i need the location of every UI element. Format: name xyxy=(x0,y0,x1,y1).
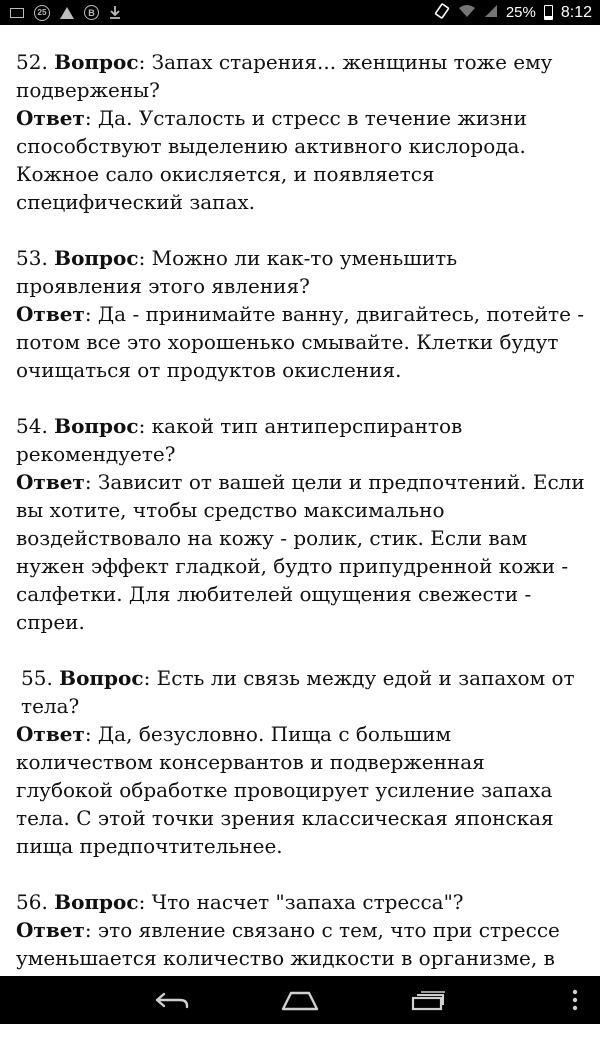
question-number: 53. xyxy=(16,246,48,270)
home-button[interactable] xyxy=(270,984,330,1016)
overflow-menu-button[interactable] xyxy=(560,984,590,1016)
answer xyxy=(16,104,586,216)
qa-item xyxy=(16,48,586,216)
question-text: : Можно ли как-то уменьшить проявления этого явления? xyxy=(16,246,458,298)
recent-apps-button[interactable] xyxy=(398,984,458,1016)
question-number: 52. xyxy=(16,50,48,74)
answer xyxy=(16,720,586,860)
back-icon xyxy=(154,990,190,1010)
answer-label: Ответ xyxy=(16,722,85,746)
home-icon xyxy=(281,989,319,1011)
question-text: : какой тип антиперспирантов рекомендуете? xyxy=(16,414,463,466)
battery-percent: 25% xyxy=(505,4,536,21)
question xyxy=(16,244,586,300)
system-icons xyxy=(434,0,592,25)
question xyxy=(16,888,586,916)
question-number: 56. xyxy=(16,890,48,914)
b-icon: B xyxy=(84,5,99,20)
answer-label: Ответ xyxy=(16,470,85,494)
answer-label: Ответ xyxy=(16,918,85,942)
answer xyxy=(16,468,586,636)
question-label: Вопрос xyxy=(59,666,144,690)
warning-icon xyxy=(60,7,74,19)
question xyxy=(16,412,586,468)
download-icon xyxy=(109,5,121,21)
notification-icons xyxy=(10,0,121,25)
qa-item xyxy=(16,664,586,860)
question-text: : Запах старения... женщины тоже ему подвержены? xyxy=(16,50,553,102)
back-button[interactable] xyxy=(142,984,202,1016)
question-label: Вопрос xyxy=(54,50,139,74)
answer-text: : это явление связано с тем, что при стрессе уменьшается количество жидкости в организме, в xyxy=(16,918,560,970)
answer-text: : Да. Усталость и стресс в течение жизни способствуют выделению активного кислорода. Кожное сало окисляется, и появляется специфический запах. xyxy=(16,106,527,214)
signal-icon xyxy=(484,4,498,22)
qa-item xyxy=(16,244,586,384)
answer-text: : Да - принимайте ванну, двигайтесь, потейте - потом все это хорошенько смывайте. Клетки будут очищаться от продуктов окисления. xyxy=(16,302,585,382)
article-content xyxy=(16,48,586,1056)
clock: 8:12 xyxy=(560,3,592,21)
battery-icon xyxy=(544,5,553,20)
badge-icon: 25 xyxy=(34,5,50,21)
wifi-icon xyxy=(458,4,476,22)
answer-label: Ответ xyxy=(16,302,85,326)
answer-label: Ответ xyxy=(16,106,85,130)
question-number: 54. xyxy=(16,414,48,438)
recent-apps-icon xyxy=(410,989,446,1011)
question xyxy=(16,48,586,104)
answer-text: : Да, безусловно. Пища с большим количеством консервантов и подверженная глубокой обработке провоцирует усиление запаха тела. С этой точки зрения классическая японская пища предпочтительнее. xyxy=(16,722,554,858)
question-number: 55. xyxy=(21,666,53,690)
status-bar xyxy=(0,0,600,25)
rotate-icon xyxy=(434,3,450,23)
overflow-menu-icon xyxy=(572,989,578,1011)
answer-text: : Зависит от вашей цели и предпочтений. Если вы хотите, чтобы средство максимально воздействовало на кожу - ролик, стик. Если вам нужен эффект гладкой, будто припудренной кожи - салфетки. Для любителей ощущения свежести - спреи. xyxy=(16,470,585,634)
question-text: : Есть ли связь между едой и запахом от тела? xyxy=(21,666,575,718)
question-text: : Что насчет "запаха стресса"? xyxy=(138,890,464,914)
question-label: Вопрос xyxy=(54,414,139,438)
question xyxy=(16,664,586,720)
mail-icon xyxy=(10,8,24,18)
answer xyxy=(16,300,586,384)
navigation-bar xyxy=(0,976,600,1024)
question-label: Вопрос xyxy=(54,246,139,270)
question-label: Вопрос xyxy=(54,890,139,914)
qa-item xyxy=(16,412,586,636)
